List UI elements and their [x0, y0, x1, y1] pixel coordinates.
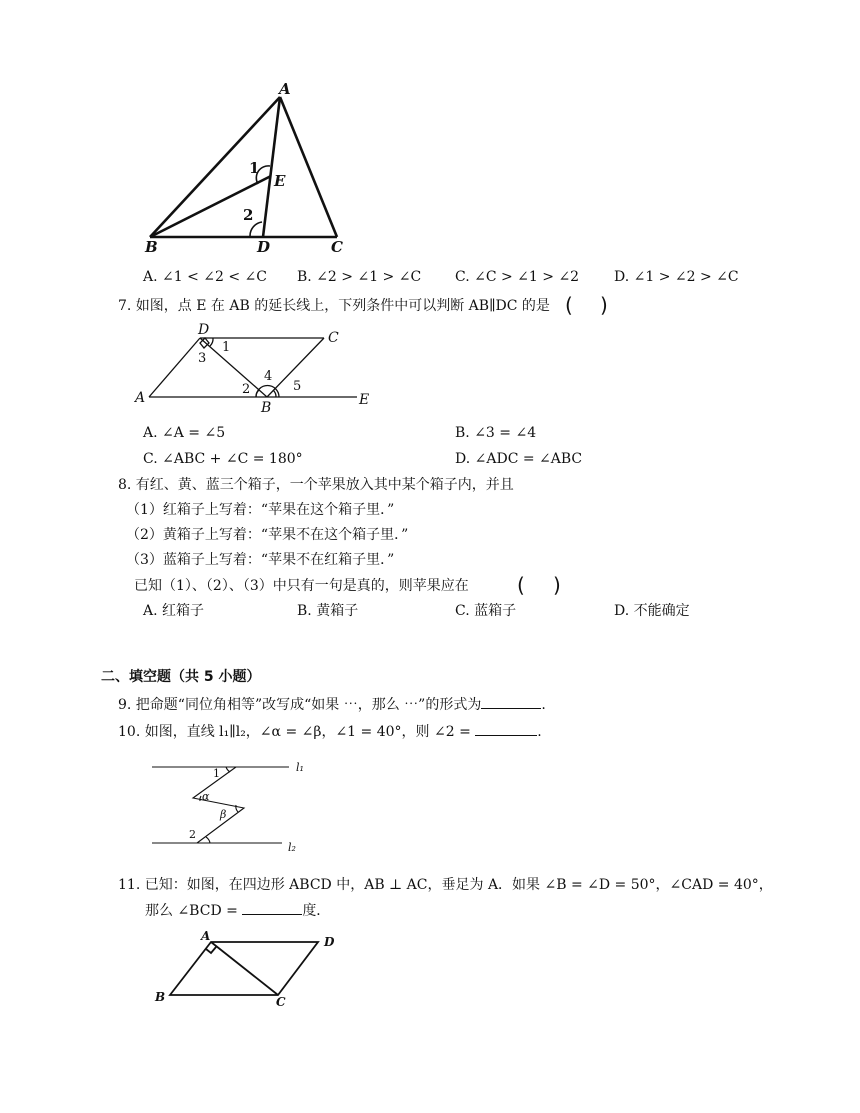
- q7-option-d[interactable]: D. ∠ADC = ∠ABC: [455, 451, 583, 467]
- q7-option-c[interactable]: C. ∠ABC + ∠C = 180°: [143, 451, 303, 467]
- q7-label-e: E: [359, 392, 370, 408]
- q6-option-b[interactable]: B. ∠2 > ∠1 > ∠C: [297, 269, 422, 285]
- q6-label-angle2: 2: [243, 206, 254, 224]
- q10-label-angle2: 2: [189, 828, 196, 841]
- q11-label-a: A: [201, 929, 211, 943]
- q7-label-d: D: [198, 322, 210, 338]
- section-title-fill-blank: 二、填空题（共 5 小题）: [101, 669, 261, 685]
- q6-label-a: A: [279, 80, 291, 98]
- q6-label-e: E: [274, 172, 286, 190]
- q11-label-b: B: [155, 990, 166, 1004]
- q9-end: .: [541, 697, 546, 713]
- q7-option-a[interactable]: A. ∠A = ∠5: [143, 425, 226, 441]
- q10-text: 10. 如图，直线 l₁∥l₂，∠α = ∠β，∠1 = 40°，则 ∠2 =: [118, 724, 471, 740]
- q7-label-angle5: 5: [293, 379, 302, 394]
- q6-option-d[interactable]: D. ∠1 > ∠2 > ∠C: [614, 269, 739, 285]
- q7-option-b[interactable]: B. ∠3 = ∠4: [455, 425, 537, 441]
- q7-label-a: A: [135, 390, 146, 406]
- q8-stem: 8. 有红、黄、蓝三个箱子，一个苹果放入其中某个箱子内，并且: [118, 477, 514, 493]
- q11-diagonal-ac: [211, 942, 278, 995]
- q8-line-3: （3）蓝箱子上写着：“苹果不在红箱子里．”: [126, 552, 395, 568]
- q6-option-a[interactable]: A. ∠1 < ∠2 < ∠C: [143, 269, 267, 285]
- q8-option-d[interactable]: D. 不能确定: [614, 603, 690, 619]
- q6-label-c: C: [331, 238, 343, 256]
- q10-end: .: [537, 724, 542, 740]
- q11-label-d: D: [324, 935, 335, 949]
- q10-label-beta: β: [220, 808, 227, 821]
- q7-label-angle1: 1: [222, 340, 231, 355]
- q7-label-angle4: 4: [264, 369, 273, 384]
- q7-label-c: C: [328, 330, 339, 346]
- q8-paren-close: ): [553, 573, 561, 597]
- q6-label-angle1: 1: [249, 159, 260, 177]
- q6-label-b: B: [145, 238, 158, 256]
- q8-option-a[interactable]: A. 红箱子: [143, 603, 205, 619]
- q10-label-l2: l₂: [288, 841, 296, 854]
- q10-label-l1: l₁: [296, 761, 304, 774]
- q7-label-b: B: [261, 400, 272, 416]
- q11-label-c: C: [276, 995, 286, 1009]
- q8-paren-open: (: [517, 573, 525, 597]
- q7-label-angle3: 3: [198, 351, 207, 366]
- q7-paren-open: (: [565, 293, 573, 317]
- q8-option-c[interactable]: C. 蓝箱子: [455, 603, 517, 619]
- q8-line-1: （1）红箱子上写着：“苹果在这个箱子里．”: [126, 502, 395, 518]
- q7-paren-close: ): [600, 293, 608, 317]
- q6-label-d: D: [257, 238, 271, 256]
- q6-option-c[interactable]: C. ∠C > ∠1 > ∠2: [455, 269, 580, 285]
- q10-label-angle1: 1: [213, 767, 220, 780]
- q9-text: 9. 把命题“同位角相等”改写成“如果 ⋯，那么 ⋯”的形式为: [118, 697, 482, 713]
- q11-line-1: 11. 已知：如图，在四边形 ABCD 中，AB ⊥ AC，垂足为 A．如果 ∠B = ∠D = 50°，∠CAD = 40°，: [118, 877, 773, 893]
- q7-stem: 7. 如图，点 E 在 AB 的延长线上，下列条件中可以判断 AB∥DC 的是: [118, 298, 550, 314]
- q8-line-2: （2）黄箱子上写着：“苹果不在这个箱子里．”: [126, 527, 409, 543]
- q11-line-2-text: 那么 ∠BCD =: [145, 903, 238, 919]
- q7-label-angle2: 2: [242, 382, 251, 397]
- q11-unit: 度．: [302, 903, 331, 919]
- q8-condition: 已知（1）、（2）、（3）中只有一句是真的，则苹果应在: [134, 578, 469, 594]
- q10-label-alpha: α: [202, 790, 210, 803]
- q8-option-b[interactable]: B. 黄箱子: [297, 603, 359, 619]
